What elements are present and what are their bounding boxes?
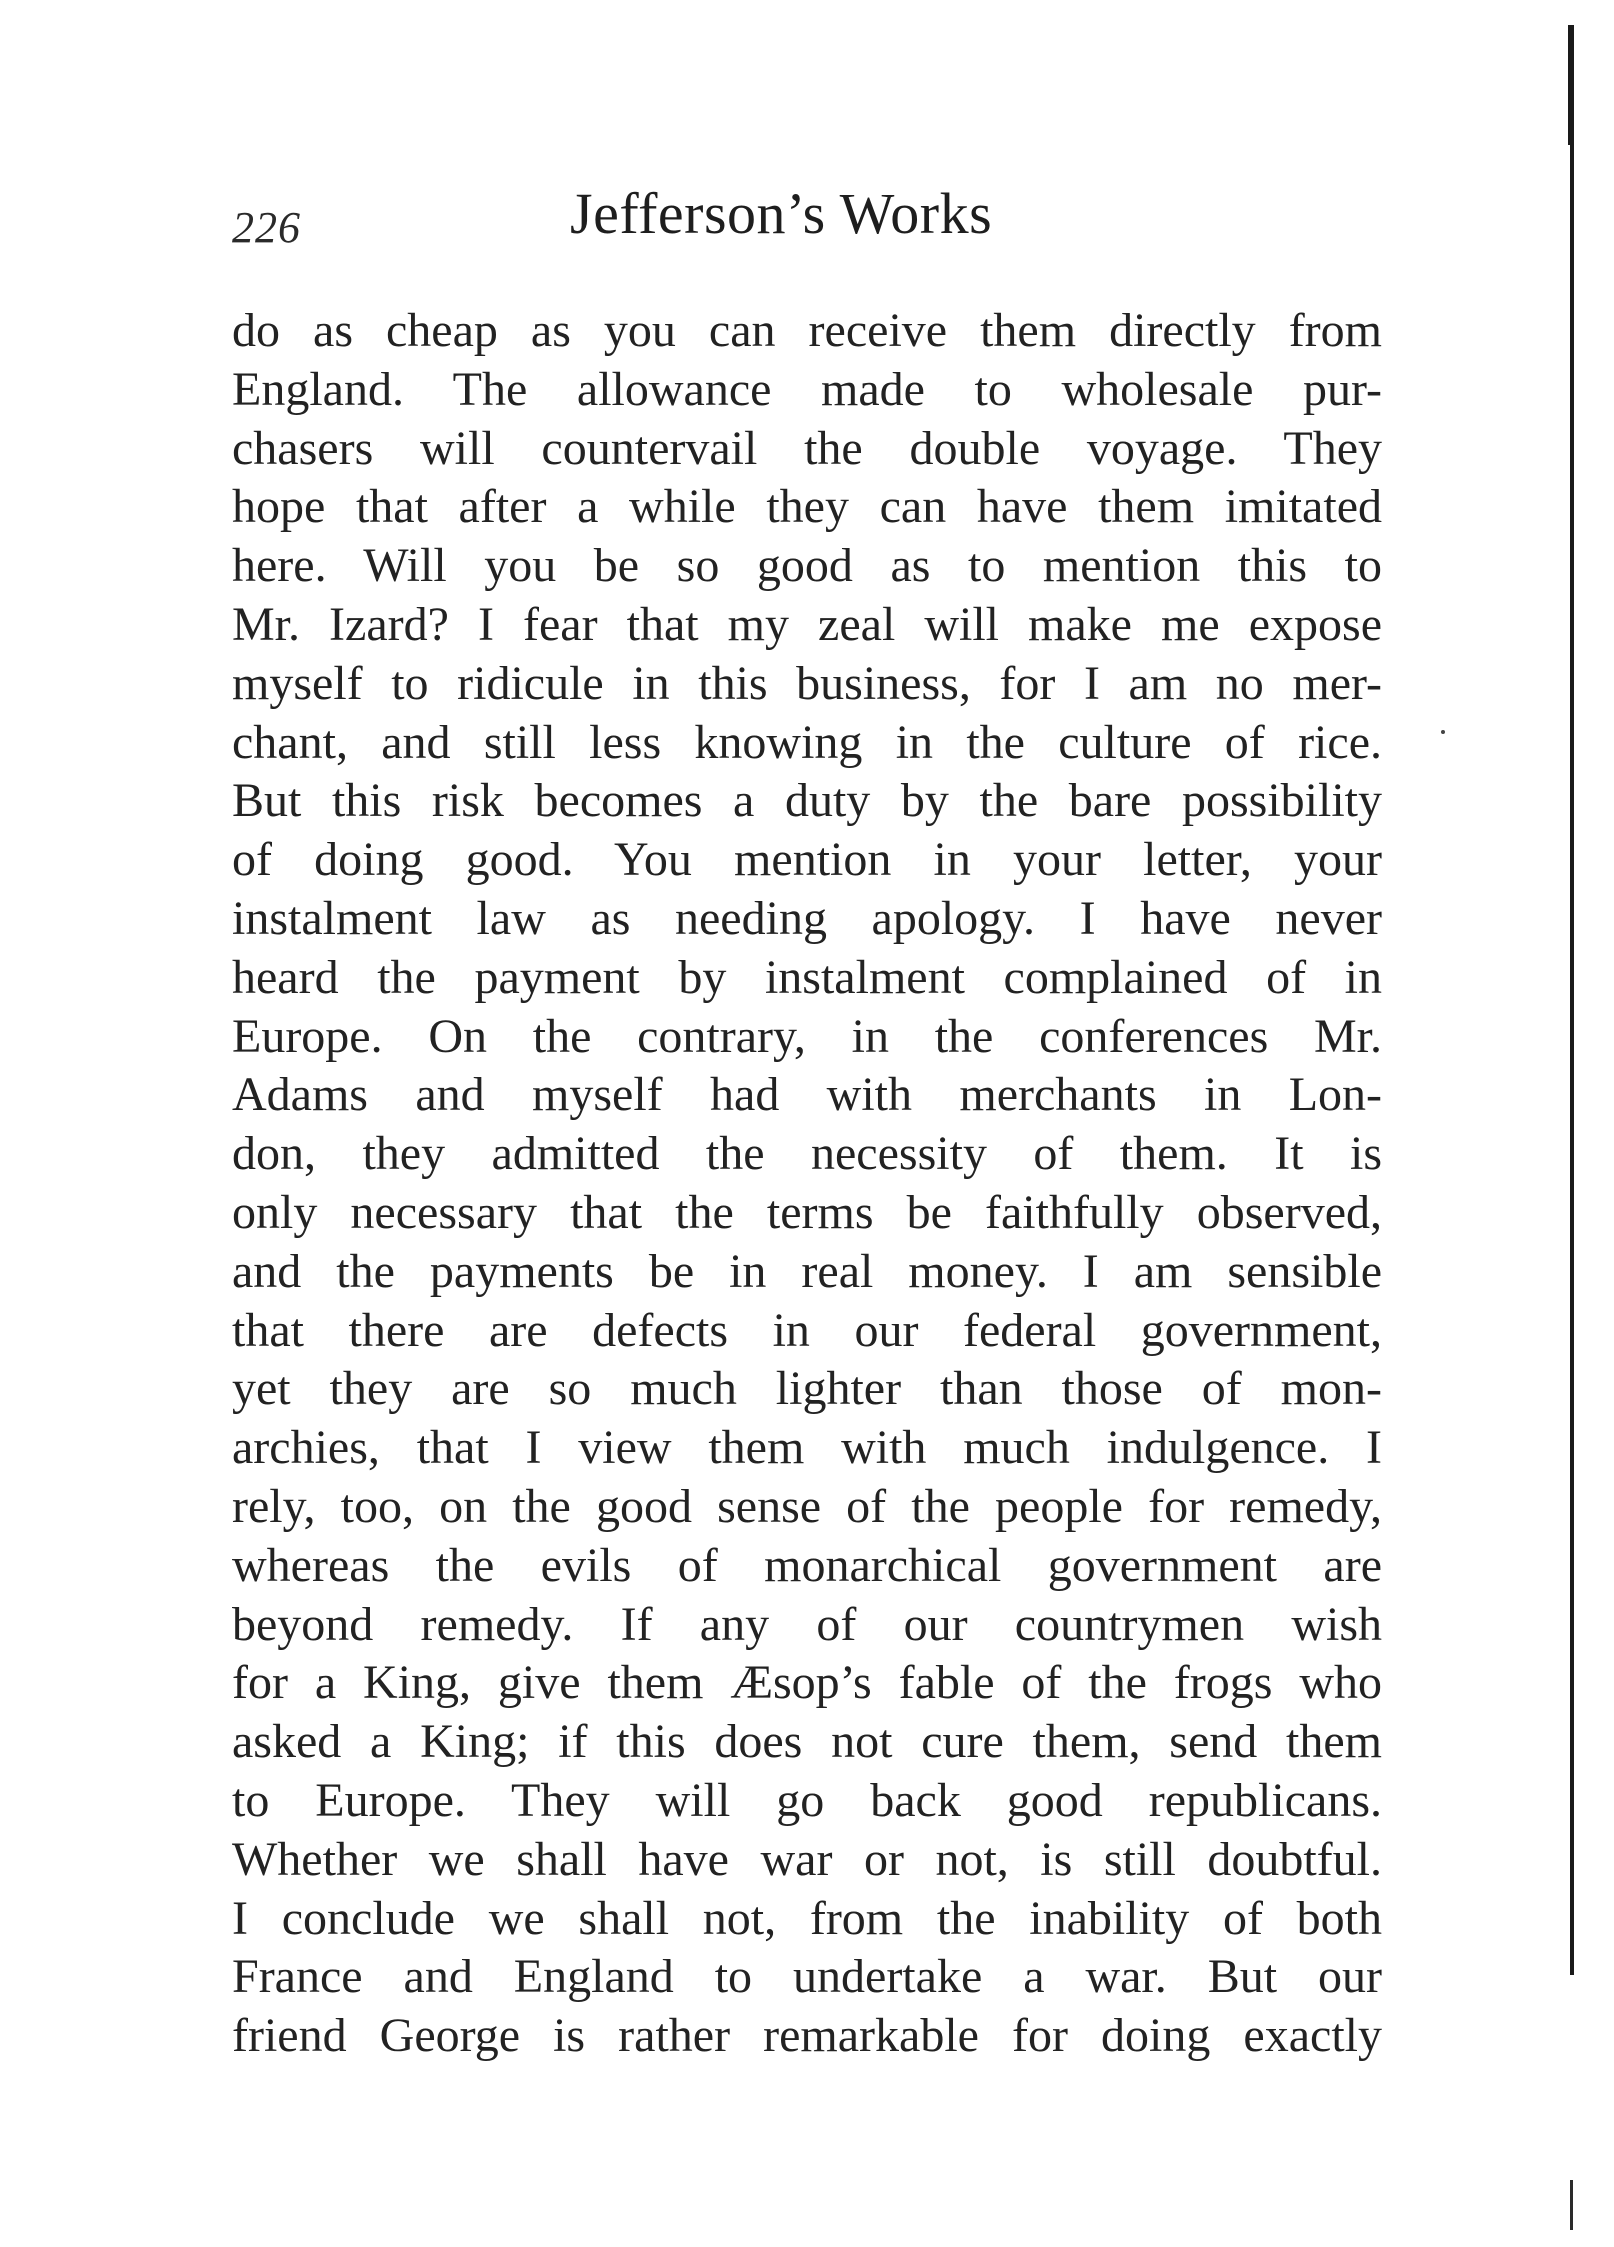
text-line: rely, too, on the good sense of the people for remedy, (232, 1479, 1382, 1533)
text-line: chant, and still less knowing in the culture of rice. (232, 715, 1382, 769)
text-line: only necessary that the terms be faithfully observed, (232, 1185, 1382, 1239)
text-line: heard the payment by instalment complained of in (232, 950, 1382, 1004)
running-header (232, 180, 1382, 270)
text-line: for a King, give them Æsop’s fable of the frogs who (232, 1656, 1382, 1710)
text-line: instalment law as needing apology. I have never (232, 891, 1382, 945)
text-line: France and England to undertake a war. But our (232, 1950, 1382, 2004)
text-line: myself to ridicule in this business, for I am no mer- (232, 656, 1382, 710)
text-line: But this risk becomes a duty by the bare possibility (232, 774, 1382, 828)
text-line: to Europe. They will go back good republicans. (232, 1773, 1382, 1827)
text-line: chasers will countervail the double voyage. They (232, 421, 1382, 475)
page-edge-rule-top (1568, 25, 1574, 145)
scan-speck (1441, 730, 1445, 734)
text-line: that there are defects in our federal government, (232, 1303, 1382, 1357)
text-line: of doing good. You mention in your letter, your (232, 833, 1382, 887)
text-line: Whether we shall have war or not, is still doubtful. (232, 1832, 1382, 1886)
text-line: I conclude we shall not, from the inability of both (232, 1891, 1382, 1945)
page-edge-rule (1570, 25, 1574, 1975)
text-line: friend George is rather remarkable for doing exactly (232, 2009, 1382, 2063)
text-line: Adams and myself had with merchants in Lon- (232, 1068, 1382, 1122)
text-line: do as cheap as you can receive them directly from (232, 304, 1382, 357)
text-line: don, they admitted the necessity of them. It is (232, 1127, 1382, 1181)
text-line: beyond remedy. If any of our countrymen wish (232, 1597, 1382, 1651)
text-line: whereas the evils of monarchical government are (232, 1538, 1382, 1592)
text-line: yet they are so much lighter than those of mon- (232, 1362, 1382, 1416)
text-line: archies, that I view them with much indulgence. I (232, 1421, 1382, 1475)
text-line: and the payments be in real money. I am sensible (232, 1244, 1382, 1298)
text-line: Europe. On the contrary, in the conferences Mr. (232, 1009, 1382, 1063)
body-text (232, 302, 1382, 2066)
text-line: asked a King; if this does not cure them, send them (232, 1715, 1382, 1769)
text-line: Mr. Izard? I fear that my zeal will make me expose (232, 597, 1382, 651)
page-number: 226 (232, 203, 301, 252)
text-line: here. Will you be so good as to mention this to (232, 539, 1382, 593)
page-edge-tick (1570, 2180, 1573, 2230)
text-line: hope that after a while they can have them imitated (232, 480, 1382, 534)
running-title: Jefferson’s Works (570, 181, 993, 246)
text-line: England. The allowance made to wholesale pur- (232, 362, 1382, 416)
